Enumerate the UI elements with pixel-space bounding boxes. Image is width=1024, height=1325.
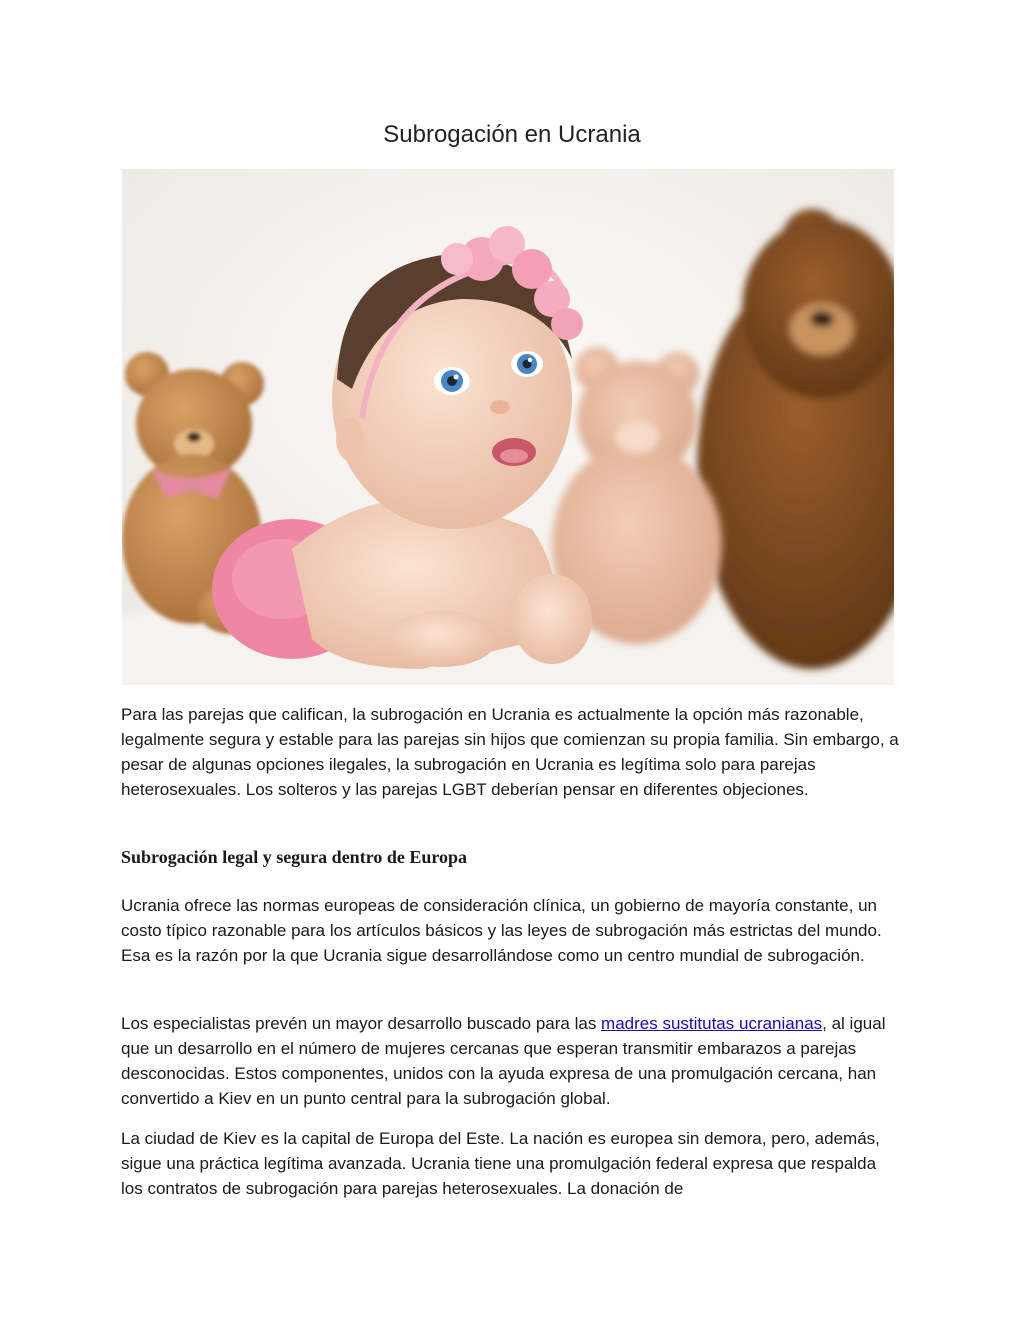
intro-paragraph: Para las parejas que califican, la subrogación en Ucrania es actualmente la opción más razonable, legalmente segura y estable para las parejas sin hijos que comienzan su propia familia. Sin embargo, a pesar de algunas opciones ilegales, la subrogación en Ucrania es legítima solo para parejas heterosexuales. Los solteros y las parejas LGBT deberían pensar en diferentes objeciones. <box>121 705 899 799</box>
section-heading: Subrogación legal y segura dentro de Europa <box>121 847 468 867</box>
paragraph-norms: Ucrania ofrece las normas europeas de consideración clínica, un gobierno de mayoría constante, un costo típico razonable para los artículos básicos y las leyes de subrogación más estrictas del mundo. Esa es la razón por la que Ucrania sigue desarrollándose como un centro mundial de subrogación. <box>121 896 882 965</box>
paragraph-specialists-end: , al igual que un desarrollo en el número de mujeres cercanas que esperan transmitir embarazos a parejas desconocidas. Estos componentes, unidos con la ayuda expresa de una promulgación cercana, han convertido a Kiev en un punto central para la subrogación global. <box>121 1014 886 1108</box>
paragraph-specialists <box>121 1011 901 1111</box>
page-title: Subrogación en Ucrania <box>383 121 641 148</box>
paragraph-kiev: La ciudad de Kiev es la capital de Europa del Este. La nación es europea sin demora, pero, además, sigue una práctica legítima avanzada. Ucrania tiene una promulgación federal expresa que respalda los contratos de subrogación para parejas heterosexuales. La donación de <box>121 1129 880 1198</box>
paragraph-specialists-start: Los especialistas prevén un mayor desarrollo buscado para las <box>121 1014 602 1033</box>
surrogate-mothers-link[interactable]: madres sustitutas ucranianas <box>601 1014 823 1033</box>
baby-with-teddy-bears-photo <box>122 169 894 685</box>
